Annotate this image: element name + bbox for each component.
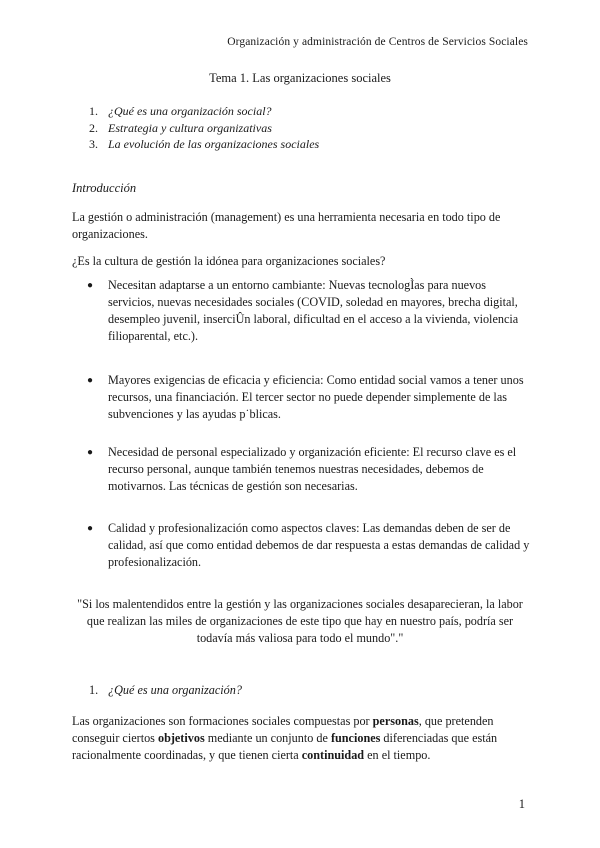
definition-text: Las organizaciones son formaciones sociales compuestas por <box>72 714 373 728</box>
toc-item-number: 2. <box>89 120 98 135</box>
toc-item-text: Estrategia y cultura organizativas <box>108 120 272 135</box>
toc-item-number: 1. <box>89 104 98 118</box>
toc-item <box>89 136 319 153</box>
bullet-icon: ● <box>87 523 94 534</box>
definition-text: mediante un conjunto de <box>204 731 331 745</box>
table-of-contents <box>89 103 319 153</box>
definition-text: en el tiempo. <box>364 748 431 762</box>
toc-item-number: 3. <box>89 137 98 151</box>
section-number: 1. <box>89 683 99 697</box>
bullet-icon: ● <box>87 280 94 291</box>
bullet-item <box>87 520 535 571</box>
document-title: Tema 1. Las organizaciones sociales <box>209 71 391 85</box>
keyword-continuidad: continuidad <box>301 748 365 762</box>
toc-item-text: ¿Qué es una organización social? <box>108 104 272 118</box>
bullet-item <box>87 444 535 495</box>
bullet-text: Mayores exigencias de eficacia y eficiencia: Como entidad social vamos a tener unos recursos, una financiación. El tercer sector no puede depender simplemente de las subvenciones y las ayudas p˙blicas. <box>108 373 524 421</box>
toc-item <box>89 103 319 120</box>
keyword-objetivos: objetivos <box>157 731 205 745</box>
keyword-personas: personas <box>372 714 419 728</box>
section-heading <box>89 683 242 698</box>
bullet-icon: ● <box>87 375 94 386</box>
question-paragraph: ¿Es la cultura de gestión la idónea para organizaciones sociales? <box>72 254 386 268</box>
bullet-text: Calidad y profesionalización como aspectos claves: Las demandas deben de ser de calidad, así que como entidad debemos de dar respuesta a estas demandas de calidad y profesionalización. <box>108 521 530 569</box>
page-number: 1 <box>518 797 525 811</box>
quote-block: "Si los malentendidos entre la gestión y las organizaciones sociales desaparecieran, la labor que realizan las miles de organizaciones de este tipo que hay en nuestro país, podría ser todavía más valiosa para todo el mundo"." <box>77 597 523 645</box>
introduction-heading: Introducción <box>72 181 137 195</box>
bullet-text: Necesidad de personal especializado y organización eficiente: El recurso clave es el recurso personal, aunque también tenemos nuestras necesidades, debemos de motivarnos. Las técnicas de gestión son necesarias. <box>108 445 517 493</box>
bullet-item <box>87 277 535 345</box>
definition-paragraph <box>72 713 540 764</box>
keyword-funciones: funciones <box>330 731 381 745</box>
bullet-text: Necesitan adaptarse a un entorno cambiante: Nuevas tecnologÌas para nuevos servicios, nuevas necesidades sociales (COVID, soledad en mayores, brecha digital, desempleo juvenil, inserciÛn laboral, dificultad en el acceso a la vivienda, violencia filioparental, etc.). <box>108 278 519 343</box>
definition-text: , que pretenden conseguir ciertos <box>72 714 494 745</box>
toc-item <box>89 120 319 137</box>
toc-item-text: La evolución de las organizaciones sociales <box>108 137 320 151</box>
section-title: ¿Qué es una organización? <box>108 683 242 697</box>
page-header: Organización y administración de Centros de Servicios Sociales <box>227 36 528 48</box>
bullet-icon: ● <box>87 447 94 458</box>
definition-text: diferenciadas que están racionalmente coordinadas, y que tienen cierta <box>72 731 498 762</box>
intro-paragraph: La gestión o administración (management) es una herramienta necesaria en todo tipo de organizaciones. <box>72 210 501 241</box>
bullet-item <box>87 372 535 423</box>
